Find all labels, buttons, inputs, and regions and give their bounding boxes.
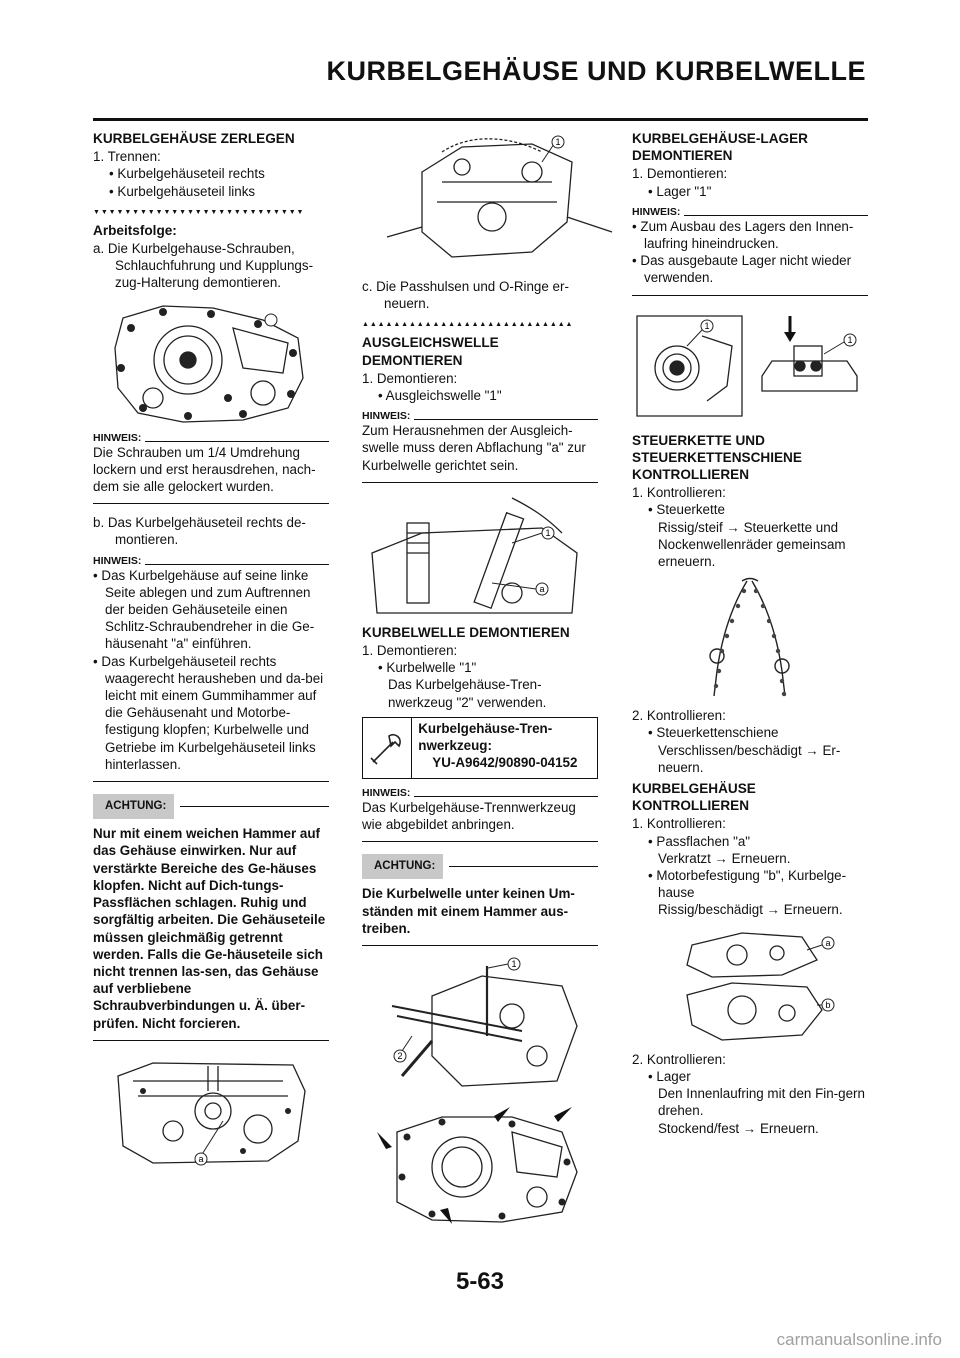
figure-callout: 2 xyxy=(397,1051,403,1062)
bullet-text: • Ausgleichswelle "1" xyxy=(378,388,502,404)
section-heading: AUSGLEICHSWELLE DEMONTIEREN xyxy=(362,335,499,368)
caution-divider xyxy=(93,1040,329,1041)
procedure-step: a. Die Kurbelgehause-Schrauben, Schlauchfuhrung und Kupplungs-zug-Halterung demontieren. xyxy=(93,241,314,291)
tool-icon xyxy=(363,718,412,778)
bullet-subtext: Rissig/beschädigt → Erneuern. xyxy=(658,902,843,918)
column-middle xyxy=(362,130,598,1233)
crankcase-seam-figure xyxy=(93,1051,318,1171)
bullet-text: • Kurbelgehäuseteil links xyxy=(109,183,256,199)
page-title: KURBELGEHÄUSE UND KURBELWELLE xyxy=(326,56,866,86)
figure-callout: a xyxy=(825,937,831,948)
crankcase-split-figure xyxy=(382,132,618,272)
crankcase-inspection-figure xyxy=(632,925,868,1045)
procedure-step: b. Das Kurbelgehäuseteil rechts de-montieren. xyxy=(93,515,306,548)
bullet-text: • Steuerkette xyxy=(648,502,725,518)
note-header xyxy=(362,787,598,799)
section-heading: STEUERKETTE UND STEUERKETTENSCHIENE KONTROLLIEREN xyxy=(632,432,802,483)
note-divider xyxy=(362,482,598,483)
figure-callout: a xyxy=(198,1153,204,1164)
note-bullet: • Das ausgebaute Lager nicht wieder verwenden. xyxy=(632,253,852,286)
note-text: Die Schrauben um 1/4 Umdrehung lockern und erst herausdrehen, nach-dem sie alle gelockert wurden. xyxy=(93,444,316,495)
caution-text: Nur mit einem weichen Hammer auf das Gehäuse einwirken. Nur auf verstärkte Bereiche des Ge-häuses klopfen. Nicht auf Dich-tungs-Passflächen schlagen. Ruhig und sorgfältig arbeiten. Die Gehäuseteile müssen gleichmäßig getrennt werden. Falls die Ge-häuseteile sich nicht trennen las-sen, das Gehäuse auf verbliebene Schraubverbindungen u. Ä. über-prüfen. Nicht forcieren. xyxy=(93,826,326,1031)
bearing-removal-figure xyxy=(632,306,868,426)
page-number: 5-63 xyxy=(455,1268,505,1295)
watermark: carmanualsonline.info xyxy=(776,1330,942,1349)
section-heading: KURBELWELLE DEMONTIEREN xyxy=(362,624,570,640)
section-heading: KURBELGEHÄUSE-LAGER DEMONTIEREN xyxy=(632,131,808,164)
bullet-subtext: Stockend/fest → Erneuern. xyxy=(658,1120,819,1136)
bullet-text: • Steuerkettenschiene xyxy=(648,725,779,741)
step-text: 2. Kontrollieren: xyxy=(632,708,726,724)
crankcase-bolts-figure xyxy=(93,298,318,426)
note-bullet: • Zum Ausbau des Lagers den Innen-laufring hineindrucken. xyxy=(632,218,854,252)
note-divider xyxy=(93,503,329,504)
column-right xyxy=(632,130,868,1137)
figure-callout: 1 xyxy=(847,334,853,345)
step-text: 1. Kontrollieren: xyxy=(632,485,726,501)
caution-header xyxy=(93,794,329,819)
note-header xyxy=(632,206,868,218)
bullet-subtext: Den Innenlaufring mit den Fin-gern drehen. xyxy=(658,1086,865,1119)
note-divider xyxy=(93,781,329,782)
bullet-text: • Lager xyxy=(648,1068,691,1084)
note-label: HINWEIS: xyxy=(362,786,411,799)
balancer-shaft-figure xyxy=(362,493,598,618)
column-left xyxy=(93,130,329,1177)
note-header xyxy=(93,555,329,567)
step-text: 1. Kontrollieren: xyxy=(632,816,726,832)
section-heading: KURBELGEHÄUSE ZERLEGEN xyxy=(93,131,295,146)
tool-number: YU-A9642/90890-04152 xyxy=(432,755,578,771)
figure-callout: a xyxy=(539,583,545,594)
note-label: HINWEIS: xyxy=(93,554,142,567)
figure-callout: b xyxy=(825,999,831,1010)
bullet-subtext: Das Kurbelgehäuse-Tren-nwerkzeug "2" verwenden. xyxy=(388,677,547,710)
figure-callout: 1 xyxy=(555,137,561,147)
bullet-subtext: Verkratzt → Erneuern. xyxy=(658,850,791,866)
note-label: HINWEIS: xyxy=(93,431,142,444)
figure-callout: 1 xyxy=(704,320,710,331)
note-bullet: • Das Kurbelgehäuseteil rechts waagerecht herausheben und da-bei leicht mit einem Gummihammer auf die Gehäusenaht und Motorbe-festigung klopfen; Kurbelwelle und Getriebe im Kurbelgehäuseteil links hinterlassen. xyxy=(93,653,324,772)
note-text: Zum Herausnehmen der Ausgleich-swelle muss deren Abflachung "a" zur Kurbelwelle gerichtet sein. xyxy=(362,423,586,473)
bullet-text: • Passflachen "a" xyxy=(648,833,751,849)
figure-callout: 1 xyxy=(545,527,551,538)
crankcase-bolts-arrows-figure xyxy=(362,1102,598,1227)
note-label: HINWEIS: xyxy=(632,205,681,218)
caution-header xyxy=(362,854,598,879)
section-heading: KURBELGEHÄUSE KONTROLLIEREN xyxy=(632,781,756,814)
caution-text: Die Kurbelwelle unter keinen Um-ständen mit einem Hammer aus-treiben. xyxy=(362,886,575,936)
caution-label: ACHTUNG: xyxy=(362,854,443,879)
caution-divider xyxy=(362,945,598,946)
note-bullet: • Das Kurbelgehäuse auf seine linke Seite ablegen und zum Auftrennen der beiden Gehäuseteile einen Schlitz-Schraubendreher in die Ge-häusenaht "a" einführen. xyxy=(93,567,315,652)
step-text: 2. Kontrollieren: xyxy=(632,1051,726,1067)
note-header xyxy=(93,432,329,444)
timing-chain-figure xyxy=(632,576,868,701)
caution-label: ACHTUNG: xyxy=(93,794,174,819)
figure-callout: 1 xyxy=(511,959,517,970)
bullet-subtext: Verschlissen/beschädigt → Er-neuern. xyxy=(658,742,841,775)
procedure-label: Arbeitsfolge: xyxy=(93,222,177,238)
bullet-text: • Motorbefestigung "b", Kurbelge-hause xyxy=(648,868,847,901)
note-text: Das Kurbelgehäuse-Trennwerkzeug wie abgebildet anbringen. xyxy=(362,799,576,833)
procedure-start-marker: ▼▼▼▼▼▼▼▼▼▼▼▼▼▼▼▼▼▼▼▼▼▼▼▼▼▼▼ xyxy=(93,208,305,216)
note-divider xyxy=(632,295,868,296)
bullet-text: • Lager "1" xyxy=(648,183,712,199)
crankcase-separator-figure xyxy=(362,956,598,1096)
special-tool-box xyxy=(362,717,598,779)
procedure-end-marker: ▲▲▲▲▲▲▲▲▲▲▲▲▲▲▲▲▲▲▲▲▲▲▲▲▲▲▲ xyxy=(362,321,574,329)
step-text: 1. Demontieren: xyxy=(362,643,458,659)
tool-name: Kurbelgehäuse-Tren-nwerkzeug: xyxy=(418,720,553,754)
procedure-step: c. Die Passhulsen und O-Ringe er-neuern. xyxy=(362,279,569,312)
step-text: 1. Demontieren: xyxy=(632,166,728,182)
title-rule xyxy=(93,118,868,121)
note-divider xyxy=(362,841,598,842)
bullet-text: • Kurbelwelle "1" xyxy=(378,660,477,676)
step-text: 1. Trennen: xyxy=(93,149,161,165)
bullet-text: • Kurbelgehäuseteil rechts xyxy=(109,166,265,182)
bullet-subtext: Rissig/steif → Steuerkette und Nockenwellenräder gemeinsam erneuern. xyxy=(658,519,846,570)
note-label: HINWEIS: xyxy=(362,410,411,423)
note-header xyxy=(362,410,598,422)
step-text: 1. Demontieren: xyxy=(362,370,458,386)
